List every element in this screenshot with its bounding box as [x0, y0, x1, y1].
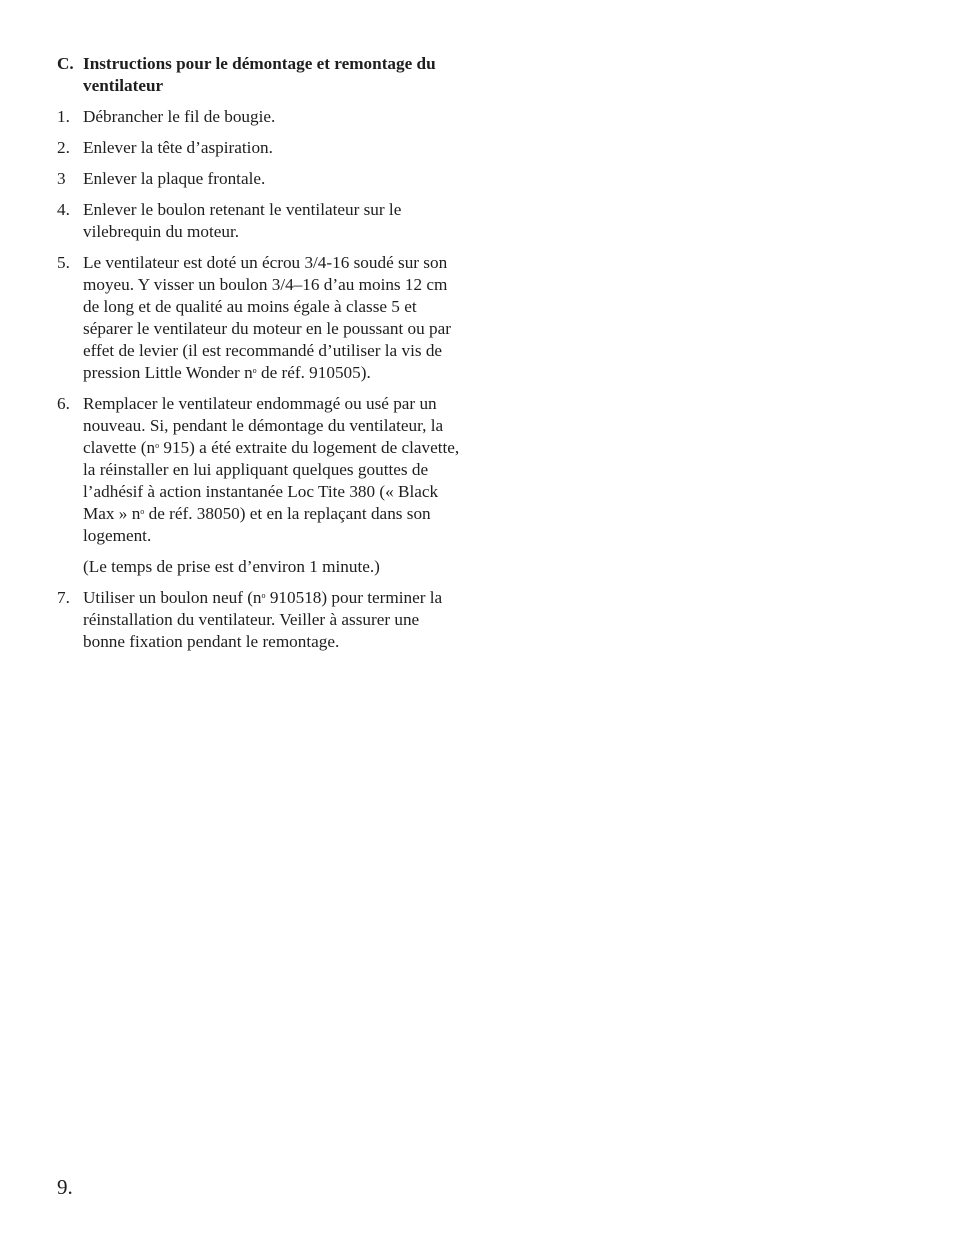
section-heading [57, 53, 462, 97]
step-number: 5. [57, 253, 70, 272]
step-text: Enlever le boulon retenant le ventilateur sur le vilebrequin du moteur. [83, 200, 402, 241]
step-text: Enlever la tête d’aspiration. [83, 138, 273, 157]
step-6-note: (Le temps de prise est d’environ 1 minute.) [83, 557, 380, 576]
step-text-part: 915) a été extraite du logement de clavette, la réinstaller en lui appliquant quelques gouttes de l’adhésif à action instantanée Loc Tite 380 (« Black Max » n [83, 438, 460, 523]
step-1 [57, 106, 462, 128]
page-number: 9. [57, 1175, 73, 1199]
superscript-o: o [252, 366, 257, 375]
instructions-column [57, 53, 462, 662]
step-text [83, 252, 462, 384]
step-text-part: Le ventilateur est doté un écrou 3/4-16 soudé sur son moyeu. Y visser un boulon 3/4–16 d’au moins 12 cm de long et de qualité au moins égale à classe 5 et séparer le ventilateur du moteur en le poussant ou par effet de levier (il est recommandé d’utiliser la vis de pression Little Wonder n [83, 253, 451, 382]
step-7 [57, 587, 462, 653]
step-5 [57, 252, 462, 384]
step-text [83, 587, 462, 653]
step-number: 7. [57, 588, 70, 607]
step-text-part: de réf. 910505). [256, 363, 371, 382]
step-text-part: Utiliser un boulon neuf (n [83, 588, 262, 607]
step-number: 6. [57, 394, 70, 413]
superscript-o: o [155, 441, 160, 450]
step-2 [57, 137, 462, 159]
step-4 [57, 199, 462, 243]
step-text: Débrancher le fil de bougie. [83, 107, 276, 126]
step-text-part: 910518) pour terminer la réinstallation du ventilateur. Veiller à assurer une bonne fixation pendant le remontage. [83, 588, 443, 651]
superscript-o: o [261, 591, 266, 600]
step-text [83, 393, 462, 547]
step-number: 3 [57, 169, 66, 188]
step-text-part: Remplacer le ventilateur endommagé ou usé par un nouveau. Si, pendant le démontage du ventilateur, la clavette (n [83, 394, 444, 457]
superscript-o: o [140, 507, 145, 516]
step-text-part: de réf. 38050) et en la replaçant dans son logement. [83, 504, 431, 545]
step-number: 2. [57, 138, 70, 157]
section-letter: C. [57, 54, 74, 73]
step-3 [57, 168, 462, 190]
step-number: 4. [57, 200, 70, 219]
step-number: 1. [57, 107, 70, 126]
step-6 [57, 393, 462, 547]
section-title: Instructions pour le démontage et remontage du ventilateur [83, 54, 436, 95]
step-text: Enlever la plaque frontale. [83, 169, 266, 188]
